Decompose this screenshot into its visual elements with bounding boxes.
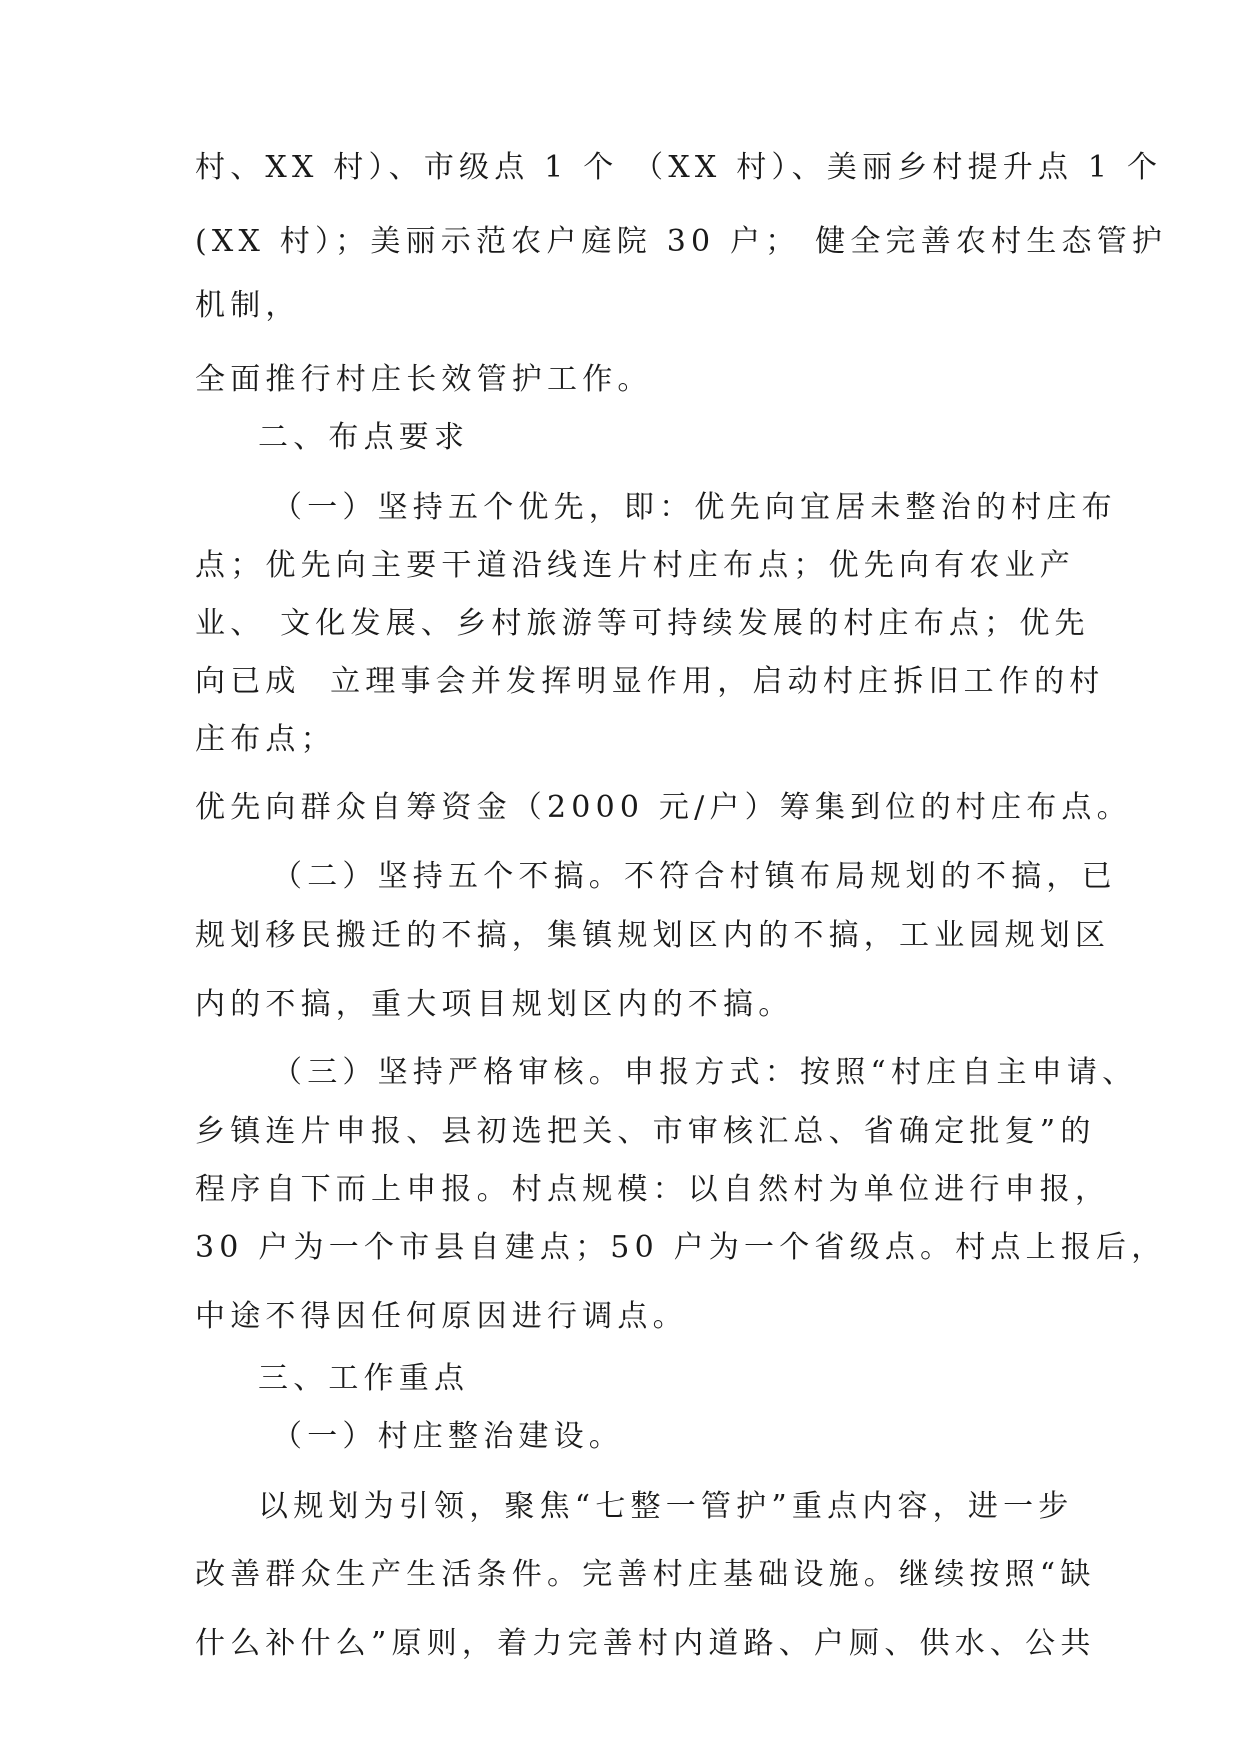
text-line: 向已成 立理事会并发挥明显作用，启动村庄拆旧工作的村 (195, 664, 1105, 699)
text-line: 全面推行村庄长效管护工作。 (195, 362, 653, 397)
text-line: （二）坚持五个不搞。不符合村镇布局规划的不搞，已 (272, 859, 1117, 894)
text-line: 庄布点； (195, 722, 336, 757)
text-line: 业、 文化发展、乡村旅游等可持续发展的村庄布点；优先 (195, 606, 1090, 641)
text-line: 内的不搞，重大项目规划区内的不搞。 (195, 987, 794, 1022)
text-line: 中途不得因任何原因进行调点。 (195, 1299, 688, 1334)
subsection-heading: （一）村庄整治建设。 (272, 1419, 624, 1454)
text-line: （一）坚持五个优先，即：优先向宜居未整治的村庄布 (272, 490, 1117, 525)
text-line: 程序自下而上申报。村点规模：以自然村为单位进行申报， (195, 1172, 1111, 1207)
text-line: 点；优先向主要干道沿线连片村庄布点；优先向有农业产 (195, 548, 1075, 583)
text-line: 优先向群众自筹资金（2000 元/户）筹集到位的村庄布点。 (195, 790, 1132, 825)
section-heading: 三、工作重点 (258, 1361, 470, 1396)
text-line: 30 户为一个市县自建点；50 户为一个省级点。村点上报后， (195, 1230, 1167, 1265)
section-heading: 二、布点要求 (258, 420, 470, 455)
text-line: （三）坚持严格审核。申报方式：按照“村庄自主申请、 (272, 1055, 1138, 1090)
text-line: 机制， (195, 288, 301, 323)
text-line: 规划移民搬迁的不搞，集镇规划区内的不搞，工业园规划区 (195, 918, 1111, 953)
text-line: 改善群众生产生活条件。完善村庄基础设施。继续按照“缺 (195, 1557, 1096, 1592)
text-line: (XX 村）；美丽示范农户庭院 30 户； 健全完善农村生态管护 (195, 224, 1168, 259)
text-line: 什么补什么”原则，着力完善村内道路、户厕、供水、公共 (195, 1626, 1096, 1661)
text-line: 村、XX 村）、市级点 1 个 （XX 村）、美丽乡村提升点 1 个 (195, 150, 1163, 185)
text-line: 乡镇连片申报、县初选把关、市审核汇总、省确定批复”的 (195, 1114, 1096, 1149)
text-line: 以规划为引领，聚焦“七整一管护”重点内容，进一步 (258, 1489, 1074, 1524)
